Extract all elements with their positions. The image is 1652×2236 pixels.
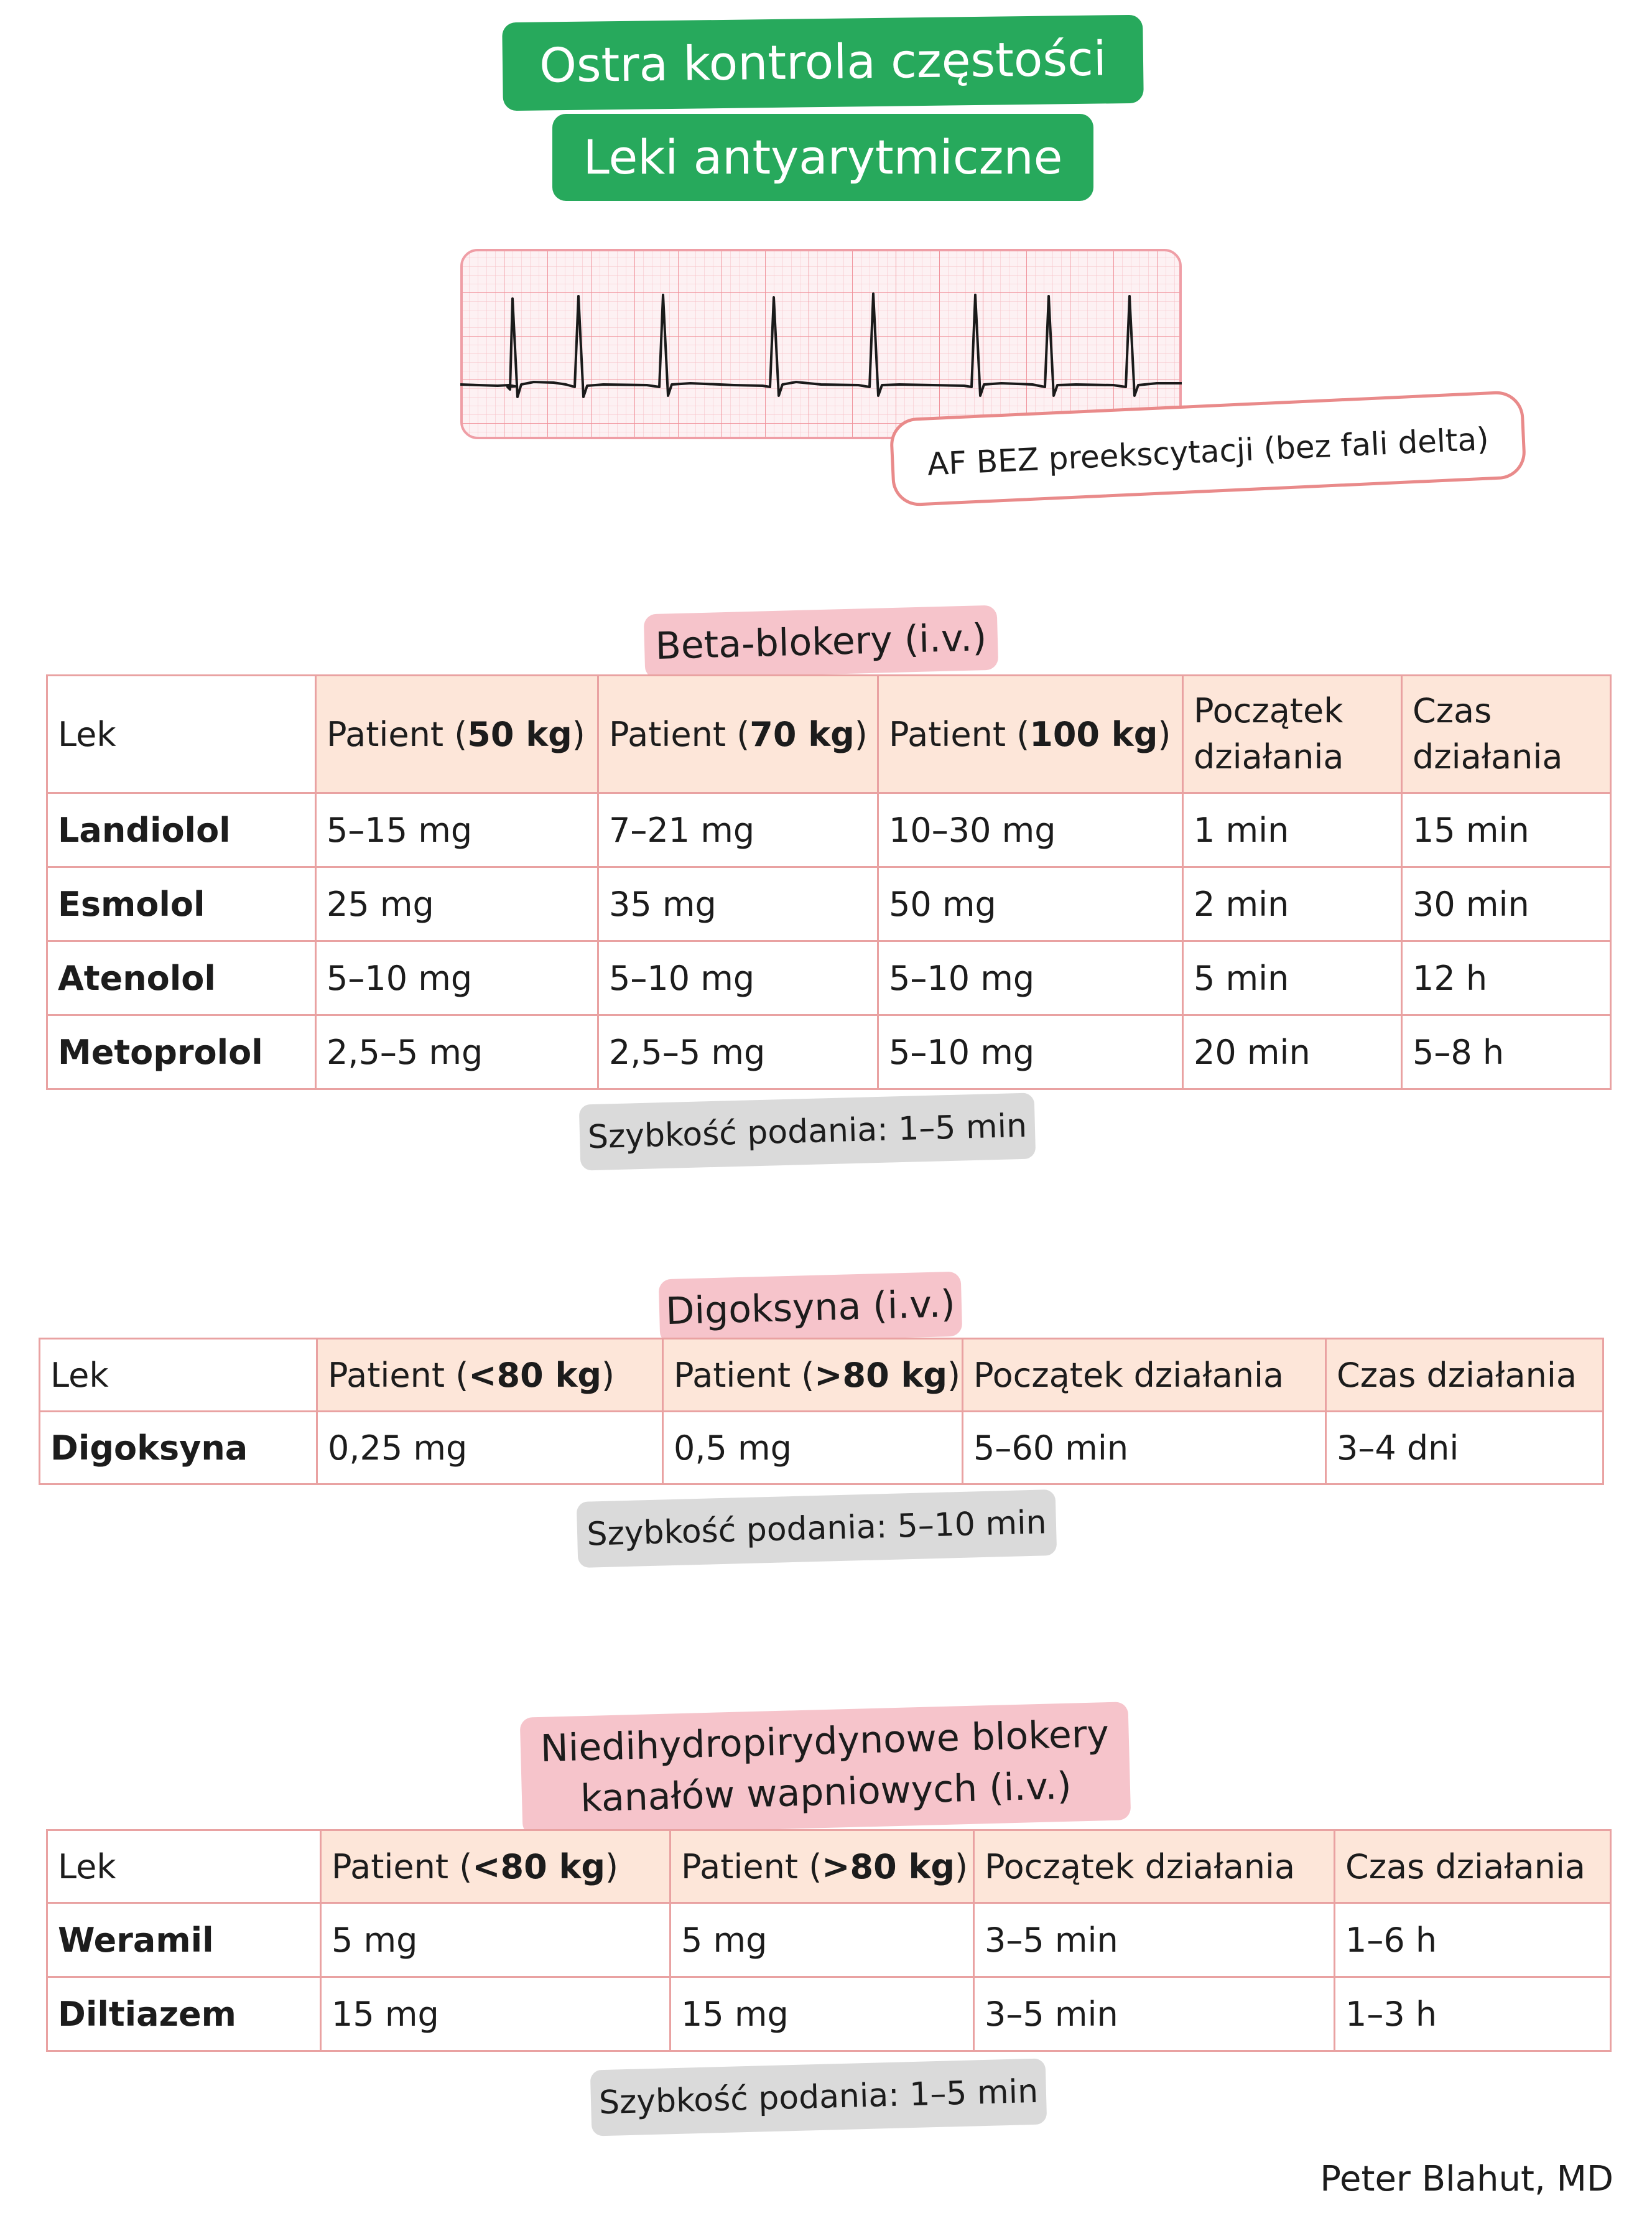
table-header-row — [47, 676, 1611, 793]
beta-blockers-table — [46, 674, 1612, 1090]
calcium-channel-blockers-table — [46, 1829, 1612, 2052]
administration-rate-beta-blockers: Szybkość podania: 1–5 min — [579, 1092, 1036, 1170]
duration-value: 15 min — [1402, 793, 1611, 867]
dose-lt80kg: 5 mg — [321, 1903, 671, 1977]
dose-gt80kg: 0,5 mg — [663, 1412, 963, 1484]
column-header-gt80kg: Patient (>80 kg) — [663, 1339, 963, 1412]
dose-70kg: 35 mg — [598, 867, 878, 941]
column-header-duration: Czas działania — [1335, 1830, 1611, 1903]
drug-name: Metoprolol — [47, 1015, 316, 1089]
section-title-calcium-channel-blockers — [520, 1702, 1131, 1836]
dose-50kg: 5–10 mg — [316, 941, 598, 1015]
column-header-duration: Czas działania — [1326, 1339, 1603, 1412]
table-row — [47, 941, 1611, 1015]
dose-50kg: 2,5–5 mg — [316, 1015, 598, 1089]
table-row — [40, 1412, 1603, 1484]
column-header-drug: Lek — [47, 1830, 321, 1903]
section-title-beta-blockers: Beta-blokery (i.v.) — [644, 605, 999, 679]
column-header-onset: Początek działania — [1183, 676, 1402, 793]
column-header-drug: Lek — [40, 1339, 317, 1412]
onset-value: 5–60 min — [963, 1412, 1326, 1484]
column-header-100kg: Patient (100 kg) — [878, 676, 1183, 793]
table-row — [47, 1903, 1611, 1977]
duration-value: 3–4 dni — [1326, 1412, 1603, 1484]
column-header-lt80kg: Patient (<80 kg) — [321, 1830, 671, 1903]
page-title: Ostra kontrola częstości — [502, 15, 1144, 111]
dose-gt80kg: 5 mg — [671, 1903, 974, 1977]
dose-50kg: 25 mg — [316, 867, 598, 941]
digoxin-table — [39, 1338, 1604, 1485]
dose-70kg: 7–21 mg — [598, 793, 878, 867]
onset-value: 1 min — [1183, 793, 1402, 867]
column-header-onset: Początek działania — [963, 1339, 1326, 1412]
section-title-line1: Niedihydropirydynowe blokery — [539, 1712, 1110, 1771]
column-header-gt80kg: Patient (>80 kg) — [671, 1830, 974, 1903]
table-row — [47, 1015, 1611, 1089]
duration-value: 12 h — [1402, 941, 1611, 1015]
onset-value: 20 min — [1183, 1015, 1402, 1089]
onset-value: 3–5 min — [974, 1977, 1335, 2051]
drug-name: Atenolol — [47, 941, 316, 1015]
dose-100kg: 5–10 mg — [878, 1015, 1183, 1089]
column-header-duration: Czas działania — [1402, 676, 1611, 793]
column-header-50kg: Patient (50 kg) — [316, 676, 598, 793]
duration-value: 30 min — [1402, 867, 1611, 941]
column-header-drug: Lek — [47, 676, 316, 793]
administration-rate-calcium-channel-blockers: Szybkość podania: 1–5 min — [590, 2058, 1047, 2136]
table-row — [47, 793, 1611, 867]
section-title-line2: kanałów wapniowych (i.v.) — [580, 1764, 1072, 1821]
dose-lt80kg: 15 mg — [321, 1977, 671, 2051]
dose-lt80kg: 0,25 mg — [317, 1412, 663, 1484]
dose-100kg: 50 mg — [878, 867, 1183, 941]
duration-value: 1–3 h — [1335, 1977, 1611, 2051]
column-header-onset: Początek działania — [974, 1830, 1335, 1903]
dose-50kg: 5–15 mg — [316, 793, 598, 867]
table-row — [47, 867, 1611, 941]
drug-name: Esmolol — [47, 867, 316, 941]
dose-100kg: 10–30 mg — [878, 793, 1183, 867]
column-header-70kg: Patient (70 kg) — [598, 676, 878, 793]
drug-name: Landiolol — [47, 793, 316, 867]
table-header-row — [47, 1830, 1611, 1903]
duration-value: 1–6 h — [1335, 1903, 1611, 1977]
table-header-row — [40, 1339, 1603, 1412]
dose-100kg: 5–10 mg — [878, 941, 1183, 1015]
ecg-caption: AF BEZ preekscytacji (bez fali delta) — [889, 390, 1526, 507]
column-header-lt80kg: Patient (<80 kg) — [317, 1339, 663, 1412]
dose-70kg: 5–10 mg — [598, 941, 878, 1015]
dose-gt80kg: 15 mg — [671, 1977, 974, 2051]
dose-70kg: 2,5–5 mg — [598, 1015, 878, 1089]
administration-rate-digoxin: Szybkość podania: 5–10 min — [577, 1489, 1057, 1568]
onset-value: 2 min — [1183, 867, 1402, 941]
author-credit: Peter Blahut, MD — [1320, 2159, 1613, 2199]
section-title-digoxin: Digoksyna (i.v.) — [659, 1272, 963, 1344]
table-row — [47, 1977, 1611, 2051]
drug-name: Diltiazem — [47, 1977, 321, 2051]
page-subtitle: Leki antyarytmiczne — [552, 114, 1093, 201]
drug-name: Weramil — [47, 1903, 321, 1977]
duration-value: 5–8 h — [1402, 1015, 1611, 1089]
onset-value: 5 min — [1183, 941, 1402, 1015]
onset-value: 3–5 min — [974, 1903, 1335, 1977]
drug-name: Digoksyna — [40, 1412, 317, 1484]
